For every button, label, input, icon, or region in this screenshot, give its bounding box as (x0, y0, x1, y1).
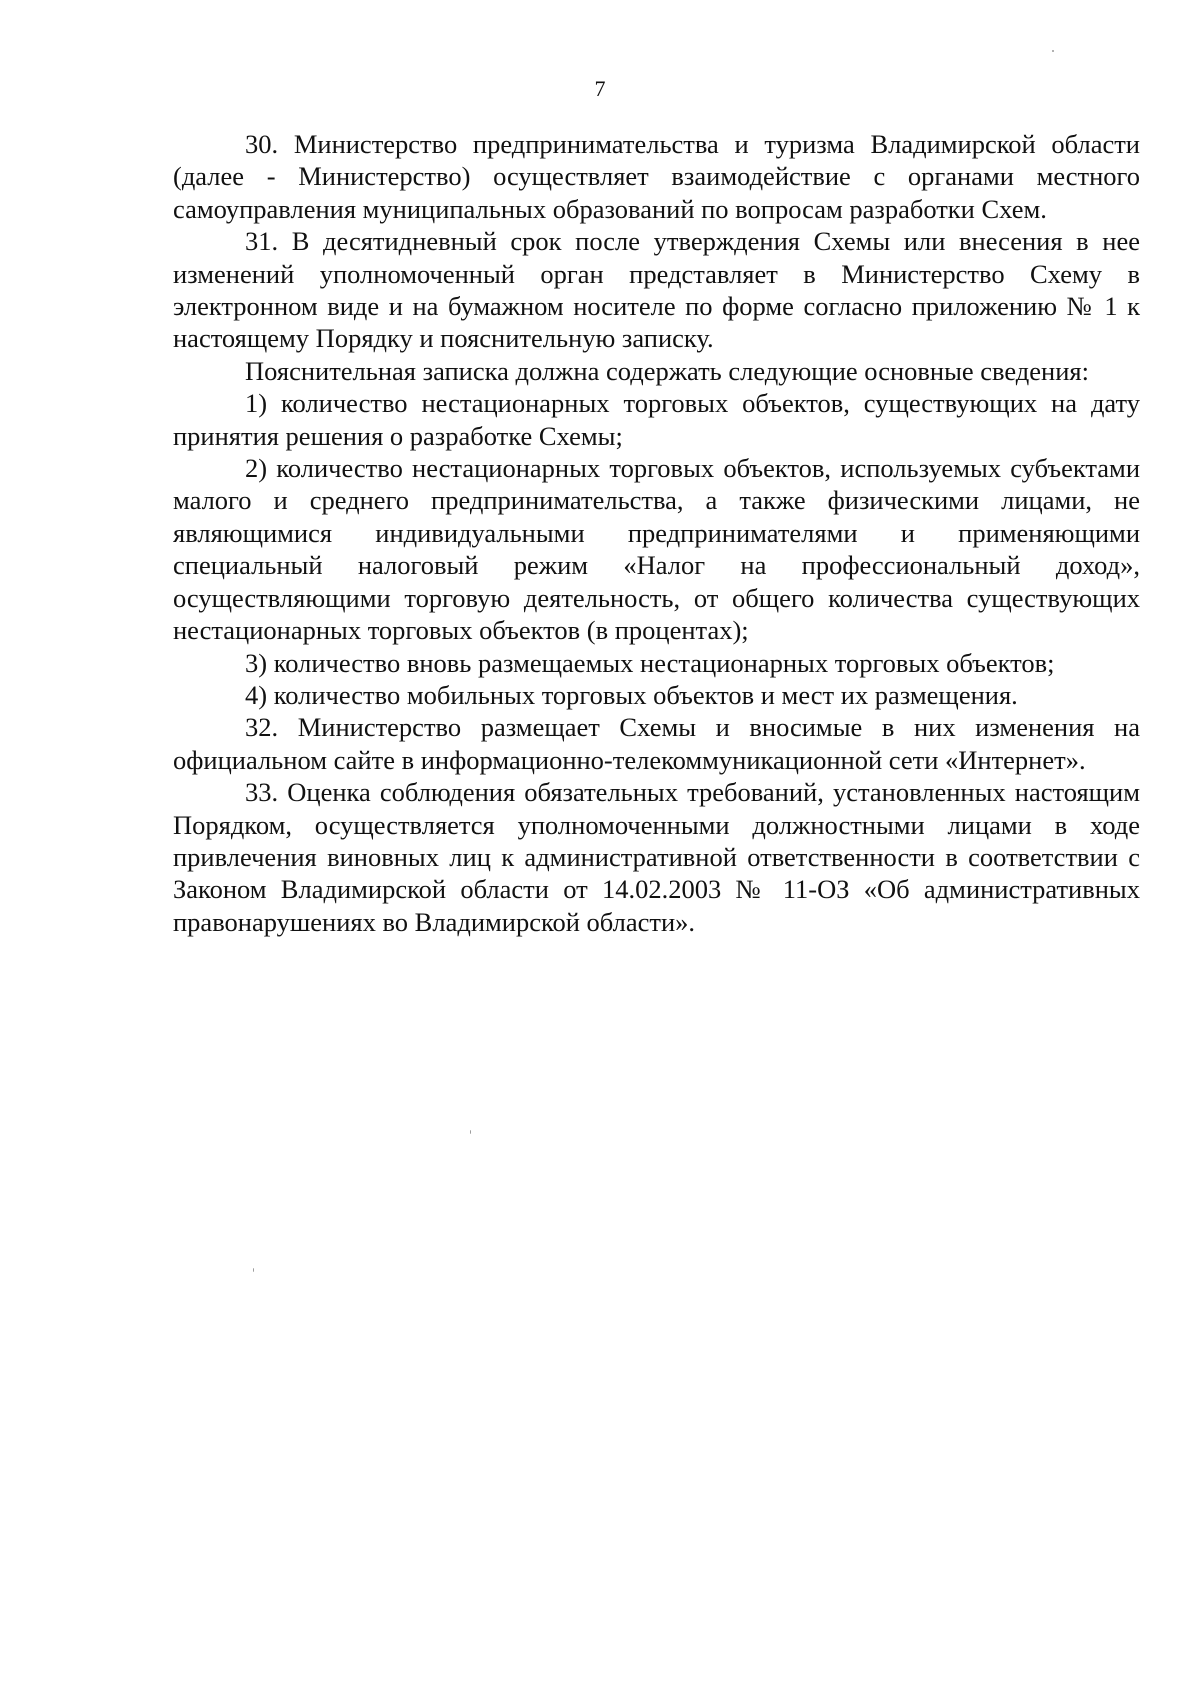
scan-speck (470, 1130, 471, 1134)
paragraph-31: 31. В десятидневный срок после утверждения Схемы или внесения в нее изменений уполномоченный орган представляет в Министерство Схему в электронном виде и на бумажном носителе по форме согласно приложению № 1 к настоящему Порядку и пояснительную записку. (173, 226, 1140, 354)
document-body (173, 128, 1140, 938)
paragraph-33: 33. Оценка соблюдения обязательных требований, установленных настоящим Порядком, осуществляется уполномоченными должностными лицами в ходе привлечения виновных лиц к административной ответственности в соответствии с Законом Владимирской области от 14.02.2003 № 11-ОЗ «Об административных правонарушениях во Владимирской области». (173, 777, 1140, 937)
list-item-4: 4) количество мобильных торговых объектов и мест их размещения. (245, 679, 1018, 710)
scan-speck (253, 1268, 254, 1272)
list-item-3: 3) количество вновь размещаемых нестационарных торговых объектов; (245, 647, 1055, 678)
scan-speck (1052, 50, 1054, 52)
paragraph-30: 30. Министерство предпринимательства и туризма Владимирской области (далее - Министерство) осуществляет взаимодействие с органами местного самоуправления муниципальных образований по вопросам разработки Схем. (173, 129, 1140, 224)
paragraph-32: 32. Министерство размещает Схемы и вносимые в них изменения на официальном сайте в информационно-телекоммуникационной сети «Интернет». (173, 712, 1140, 775)
list-item-1: 1) количество нестационарных торговых объектов, существующих на дату принятия решения о разработке Схемы; (173, 388, 1140, 451)
list-item-2: 2) количество нестационарных торговых объектов, используемых субъектами малого и среднего предпринимательства, а также физическими лицами, не являющимися индивидуальными предпринимателями и применяющими специальный налоговый режим «Налог на профессиональный доход», осуществляющими торговую деятельность, от общего количества существующих нестационарных торговых объектов (в процентах); (173, 453, 1140, 646)
paragraph-note-intro: Пояснительная записка должна содержать следующие основные сведения: (245, 355, 1089, 386)
page-number: 7 (594, 76, 606, 101)
